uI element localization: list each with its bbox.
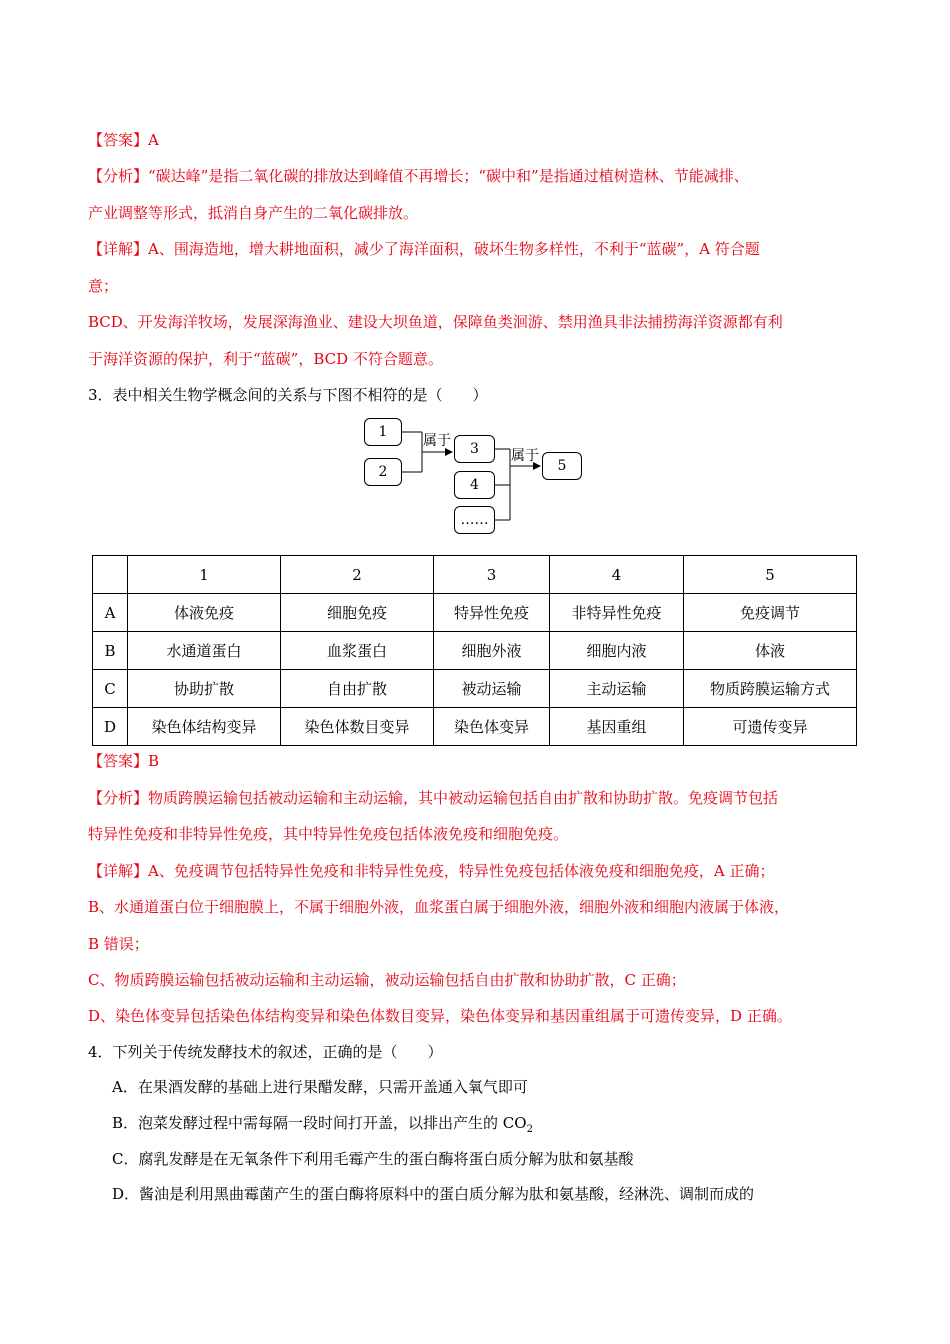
table-row — [93, 670, 857, 708]
table-cell: 非特异性免疫 — [550, 594, 684, 632]
table-row — [93, 594, 857, 632]
q2-detail-line-4: 于海洋资源的保护，利于“蓝碳”，BCD 不符合题意。 — [88, 350, 443, 368]
q4-stem: 4．下列关于传统发酵技术的叙述，正确的是（ ） — [88, 1043, 443, 1061]
analysis-text: 物质跨膜运输包括被动运输和主动运输，其中被动运输包括自由扩散和协助扩散。免疫调节包括 — [148, 789, 779, 807]
table-cell: 细胞免疫 — [281, 594, 434, 632]
q3-stem: 3．表中相关生物学概念间的关系与下图不相符的是（ ） — [88, 386, 488, 404]
diagram-box-5: 5 — [542, 452, 582, 480]
diagram-label-belongs-2: 属于 — [511, 448, 539, 464]
table-row-label: C — [93, 670, 128, 708]
table-body — [93, 556, 857, 746]
table-header-cell: 4 — [550, 556, 684, 594]
table-row — [93, 632, 857, 670]
table-cell: 血浆蛋白 — [281, 632, 434, 670]
q2-answer: 【答案】A — [88, 131, 159, 149]
q2-analysis-line-1 — [88, 165, 749, 187]
q4-option-a: A．在果酒发酵的基础上进行果醋发酵，只需开盖通入氧气即可 — [112, 1078, 528, 1096]
table-cell: 可遗传变异 — [684, 708, 857, 746]
q2-analysis-line-2: 产业调整等形式，抵消自身产生的二氧化碳排放。 — [88, 204, 419, 222]
diagram-box-more: …… — [454, 506, 495, 534]
q4-option-d: D．酱油是利用黑曲霉菌产生的蛋白酶将原料中的蛋白质分解为肽和氨基酸，经淋洗、调制而成的 — [112, 1185, 755, 1203]
analysis-tag: 【分析】 — [88, 167, 149, 185]
diagram-box-2: 2 — [364, 458, 402, 486]
q3-detail-line-3: B 错误； — [88, 935, 149, 953]
q4-option-b — [112, 1112, 533, 1141]
q3-detail-line-4: C、物质跨膜运输包括被动运输和主动运输，被动运输包括自由扩散和协助扩散，C 正确； — [88, 971, 686, 989]
table-cell: 染色体变异 — [434, 708, 550, 746]
option-b-subscript: 2 — [526, 1124, 533, 1135]
diagram-box-4: 4 — [454, 471, 495, 499]
q3-detail-line-2: B、水通道蛋白位于细胞膜上，不属于细胞外液，血浆蛋白属于细胞外液，细胞外液和细胞内液属于体液， — [88, 898, 790, 916]
table-cell: 协助扩散 — [128, 670, 281, 708]
table-header-row — [93, 556, 857, 594]
table-cell: 特异性免疫 — [434, 594, 550, 632]
table-cell: 细胞外液 — [434, 632, 550, 670]
q4-option-c: C．腐乳发酵是在无氧条件下利用毛霉产生的蛋白酶将蛋白质分解为肽和氨基酸 — [112, 1150, 634, 1168]
table-cell: 免疫调节 — [684, 594, 857, 632]
table-cell: 物质跨膜运输方式 — [684, 670, 857, 708]
option-b-text: B．泡菜发酵过程中需每隔一段时间打开盖，以排出产生的 CO — [112, 1114, 527, 1132]
table-cell: 自由扩散 — [281, 670, 434, 708]
q3-detail-line-5: D、染色体变异包括染色体结构变异和染色体数目变异，染色体变异和基因重组属于可遗传变异，D 正确。 — [88, 1007, 792, 1025]
concept-diagram — [360, 416, 590, 538]
table-header-cell — [93, 556, 128, 594]
diagram-label-belongs-1: 属于 — [423, 433, 451, 449]
table-row-label: A — [93, 594, 128, 632]
concept-table — [92, 555, 857, 746]
table-cell: 基因重组 — [550, 708, 684, 746]
table-cell: 体液免疫 — [128, 594, 281, 632]
table-row — [93, 708, 857, 746]
table-cell: 染色体数目变异 — [281, 708, 434, 746]
analysis-tag: 【分析】 — [88, 789, 149, 807]
q3-analysis-line-2: 特异性免疫和非特异性免疫，其中特异性免疫包括体液免疫和细胞免疫。 — [88, 825, 569, 843]
q3-detail-line-1 — [88, 860, 774, 882]
table-cell: 被动运输 — [434, 670, 550, 708]
analysis-text: “碳达峰”是指二氧化碳的排放达到峰值不再增长；“碳中和”是指通过植树造林、节能减排、 — [148, 167, 749, 185]
table-cell: 细胞内液 — [550, 632, 684, 670]
q3-analysis-line-1 — [88, 787, 778, 809]
table-header-cell: 3 — [434, 556, 550, 594]
q2-detail-line-2: 意； — [88, 277, 119, 295]
diagram-box-1: 1 — [364, 418, 402, 446]
table-header-cell: 2 — [281, 556, 434, 594]
table-row-label: B — [93, 632, 128, 670]
table-cell: 主动运输 — [550, 670, 684, 708]
q2-detail-line-1 — [88, 238, 760, 260]
q3-answer: 【答案】B — [88, 752, 160, 770]
detail-text: A、围海造地，增大耕地面积，减少了海洋面积，破坏生物多样性，不利于“蓝碳”，A 符合题 — [148, 240, 760, 258]
table-header-cell: 5 — [684, 556, 857, 594]
diagram-box-3: 3 — [454, 435, 495, 463]
table-header-cell: 1 — [128, 556, 281, 594]
detail-text: A、免疫调节包括特异性免疫和非特异性免疫，特异性免疫包括体液免疫和细胞免疫，A 正确； — [148, 862, 775, 880]
table-row-label: D — [93, 708, 128, 746]
q2-detail-line-3: BCD、开发海洋牧场，发展深海渔业、建设大坝鱼道，保障鱼类洄游、禁用渔具非法捕捞海洋资源都有利 — [88, 313, 783, 331]
table-cell: 染色体结构变异 — [128, 708, 281, 746]
table-cell: 水通道蛋白 — [128, 632, 281, 670]
detail-tag: 【详解】 — [88, 240, 149, 258]
table-cell: 体液 — [684, 632, 857, 670]
detail-tag: 【详解】 — [88, 862, 149, 880]
